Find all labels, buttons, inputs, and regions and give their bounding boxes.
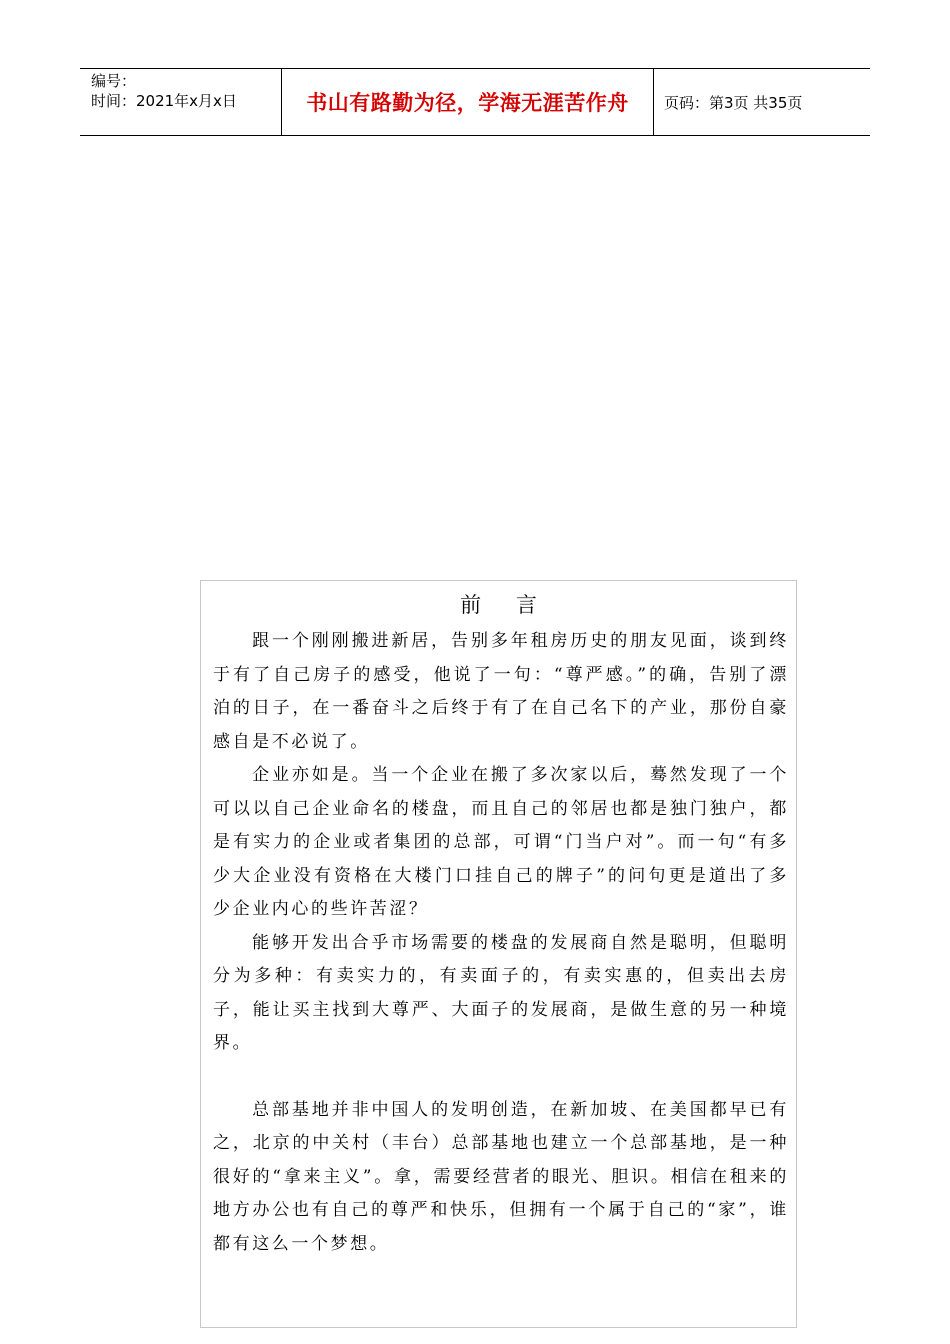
header-page-cell [654,69,870,135]
preface-box [200,580,797,1328]
document-title: 前 言 [460,593,551,617]
document-body [213,625,789,1261]
paragraph: 跟一个刚刚搬进新居，告别多年租房历史的朋友见面，谈到终于有了自己房子的感受，他说了一句：“尊严感。”的确，告别了漂泊的日子，在一番奋斗之后终于有了在自己名下的产业，那份自豪感自是不必说了。 [213,631,789,752]
paragraph: 能够开发出合乎市场需要的楼盘的发展商自然是聪明，但聪明分为多种：有卖实力的，有卖面子的，有卖实惠的，但卖出去房子，能让买主找到大尊严、大面子的发展商，是做生意的另一种境界。 [213,932,789,1053]
number-label: 编号： [91,72,137,90]
time-label: 时间：2021年x月x日 [91,92,237,110]
header-motto-cell [281,69,654,135]
page-info: 页码：第3页 共35页 [664,93,803,112]
page-header [80,68,870,136]
motto-text: 书山有路勤为径，学海无涯苦作舟 [306,91,629,115]
paragraph: 企业亦如是。当一个企业在搬了多次家以后，蓦然发现了一个可以以自己企业命名的楼盘，而且自己的邻居也都是独门独户，都是有实力的企业或者集团的总部，可谓“门当户对”。而一句“有多少大企业没有资格在大楼门口挂自己的牌子”的问句更是道出了多少企业内心的些许苦涩？ [213,765,789,919]
paragraph: 总部基地并非中国人的发明创造，在新加坡、在美国都早已有之，北京的中关村（丰台）总部基地也建立一个总部基地，是一种很好的“拿来主义”。拿，需要经营者的眼光、胆识。相信在租来的地方办公也有自己的尊严和快乐，但拥有一个属于自己的“家”，谁都有这么一个梦想。 [213,1099,789,1254]
header-info-cell [80,69,281,135]
